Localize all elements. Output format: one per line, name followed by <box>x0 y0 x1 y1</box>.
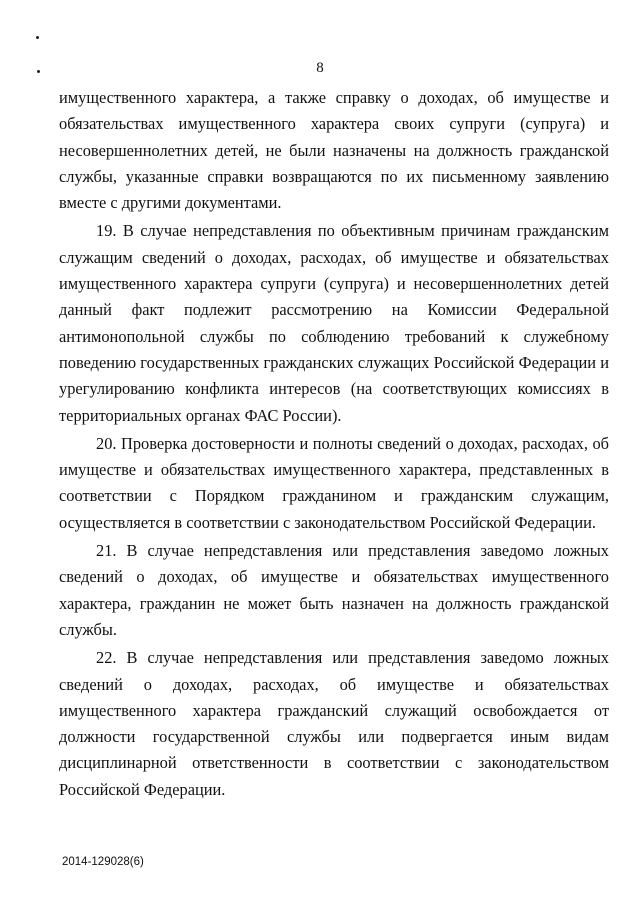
paragraph-continuation: имущественного характера, а также справку о доходах, об имуществе и обязательствах имущественного характера своих супруги (супруга) и несовершеннолетних детей, не были назначены на должность гражданской службы, указанные справки возвращаются по их письменному заявлению вместе с другими документами. <box>59 88 609 213</box>
paragraph-22: 22. В случае непредставления или представления заведомо ложных сведений о доходах, расходах, об имуществе и обязательствах имущественного характера гражданский служащий освобождается от должности государственной службы или подвергается иным видам дисциплинарной ответственности в соответствии с законодательством Российской Федерации. <box>59 648 609 799</box>
paragraph-19: 19. В случае непредставления по объективным причинам гражданским служащим сведений о доходах, расходах, об имуществе и обязательствах имущественного характера супруги (супруга) и несовершеннолетних детей данный факт подлежит рассмотрению на Комиссии Федеральной антимонопольной службы по соблюдению требований к служебному поведению государственных гражданских служащих Российской Федерации и урегулированию конфликта интересов (на соответствующих комиссиях в территориальных органах ФАС России). <box>59 221 609 425</box>
paragraph-21: 21. В случае непредставления или представления заведомо ложных сведений о доходах, об имуществе и обязательствах имущественного характера, гражданин не может быть назначен на должность гражданской службы. <box>59 541 609 639</box>
document-code: 2014-129028(6) <box>62 856 144 868</box>
document-body <box>59 85 609 805</box>
page-number: 8 <box>316 60 324 76</box>
paragraph-20: 20. Проверка достоверности и полноты сведений о доходах, расходах, об имуществе и обязательствах имущественного характера, представленных в соответствии с Порядком гражданином и гражданским служащим, осуществляется в соответствии с законодательством Российской Федерации. <box>59 433 609 532</box>
scan-mark <box>36 36 39 39</box>
